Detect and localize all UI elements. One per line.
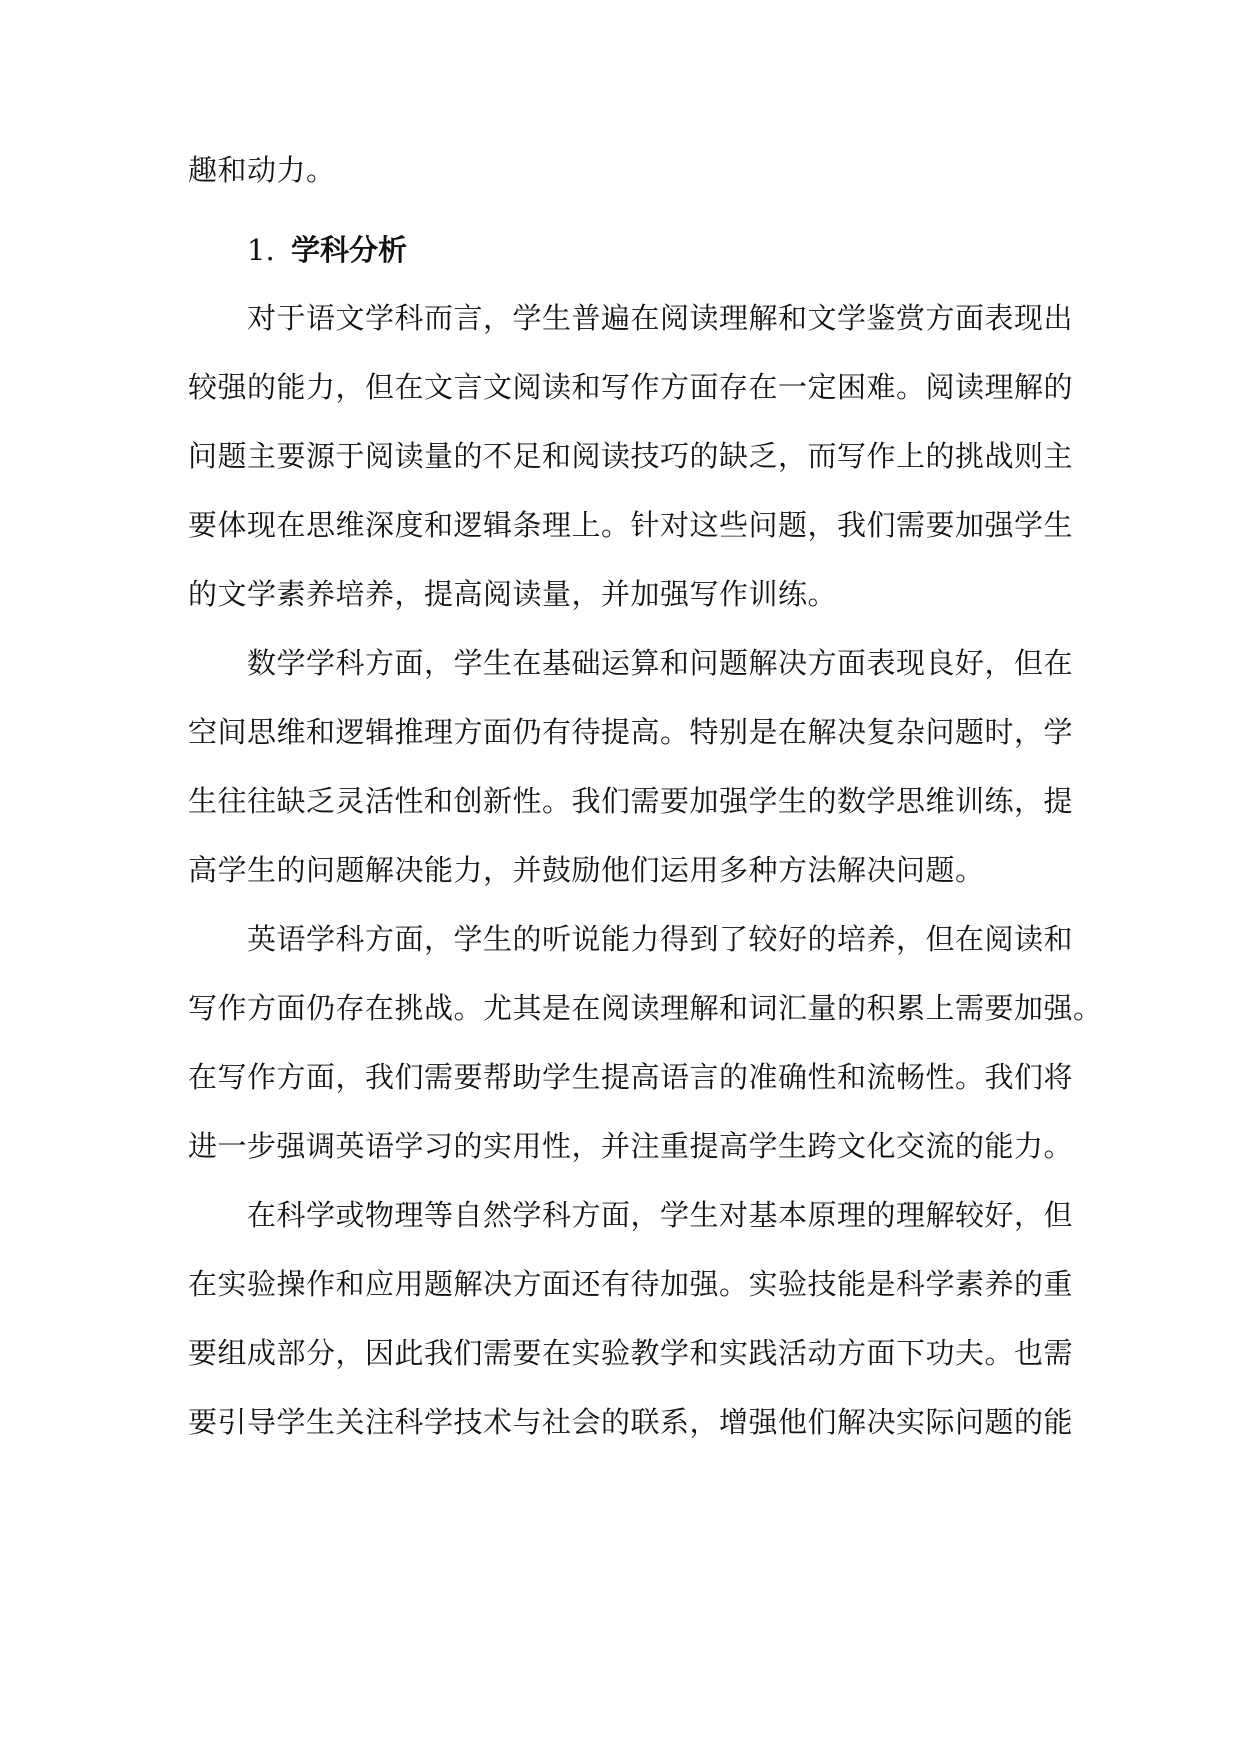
paragraph-2-line-3: 生往往缺乏灵活性和创新性。我们需要加强学生的数学思维训练，提 [188,784,1074,818]
paragraph-4-line-3: 要组成部分，因此我们需要在实验教学和实践活动方面下功夫。也需 [188,1336,1074,1370]
paragraph-4-line-4: 要引导学生关注科学技术与社会的联系，增强他们解决实际问题的能 [188,1405,1074,1439]
paragraph-1-line-4: 要体现在思维深度和逻辑条理上。针对这些问题，我们需要加强学生 [188,508,1074,542]
continuation-line: 趣和动力。 [188,153,336,187]
paragraph-3-line-4: 进一步强调英语学习的实用性，并注重提高学生跨文化交流的能力。 [188,1129,1074,1163]
paragraph-3-line-3: 在写作方面，我们需要帮助学生提高语言的准确性和流畅性。我们将 [188,1060,1074,1094]
paragraph-1-line-1: 对于语文学科而言，学生普遍在阅读理解和文学鉴赏方面表现出 [247,301,1074,335]
section-heading [247,230,407,270]
paragraph-2-line-2: 空间思维和逻辑推理方面仍有待提高。特别是在解决复杂问题时，学 [188,715,1074,749]
section-number: 1. [247,233,275,267]
paragraph-3-line-2: 写作方面仍存在挑战。尤其是在阅读理解和词汇量的积累上需要加强。 [188,991,1103,1025]
paragraph-2-line-1: 数学学科方面，学生在基础运算和问题解决方面表现良好，但在 [247,646,1074,680]
paragraph-1-line-3: 问题主要源于阅读量的不足和阅读技巧的缺乏，而写作上的挑战则主 [188,439,1074,473]
paragraph-4-line-1: 在科学或物理等自然学科方面，学生对基本原理的理解较好，但 [247,1198,1074,1232]
paragraph-4-line-2: 在实验操作和应用题解决方面还有待加强。实验技能是科学素养的重 [188,1267,1074,1301]
paragraph-2-line-4: 高学生的问题解决能力，并鼓励他们运用多种方法解决问题。 [188,853,985,887]
section-title: 学科分析 [291,233,408,267]
paragraph-1-line-2: 较强的能力，但在文言文阅读和写作方面存在一定困难。阅读理解的 [188,370,1074,404]
paragraph-1-line-5: 的文学素养培养，提高阅读量，并加强写作训练。 [188,577,838,611]
paragraph-3-line-1: 英语学科方面，学生的听说能力得到了较好的培养，但在阅读和 [247,922,1074,956]
